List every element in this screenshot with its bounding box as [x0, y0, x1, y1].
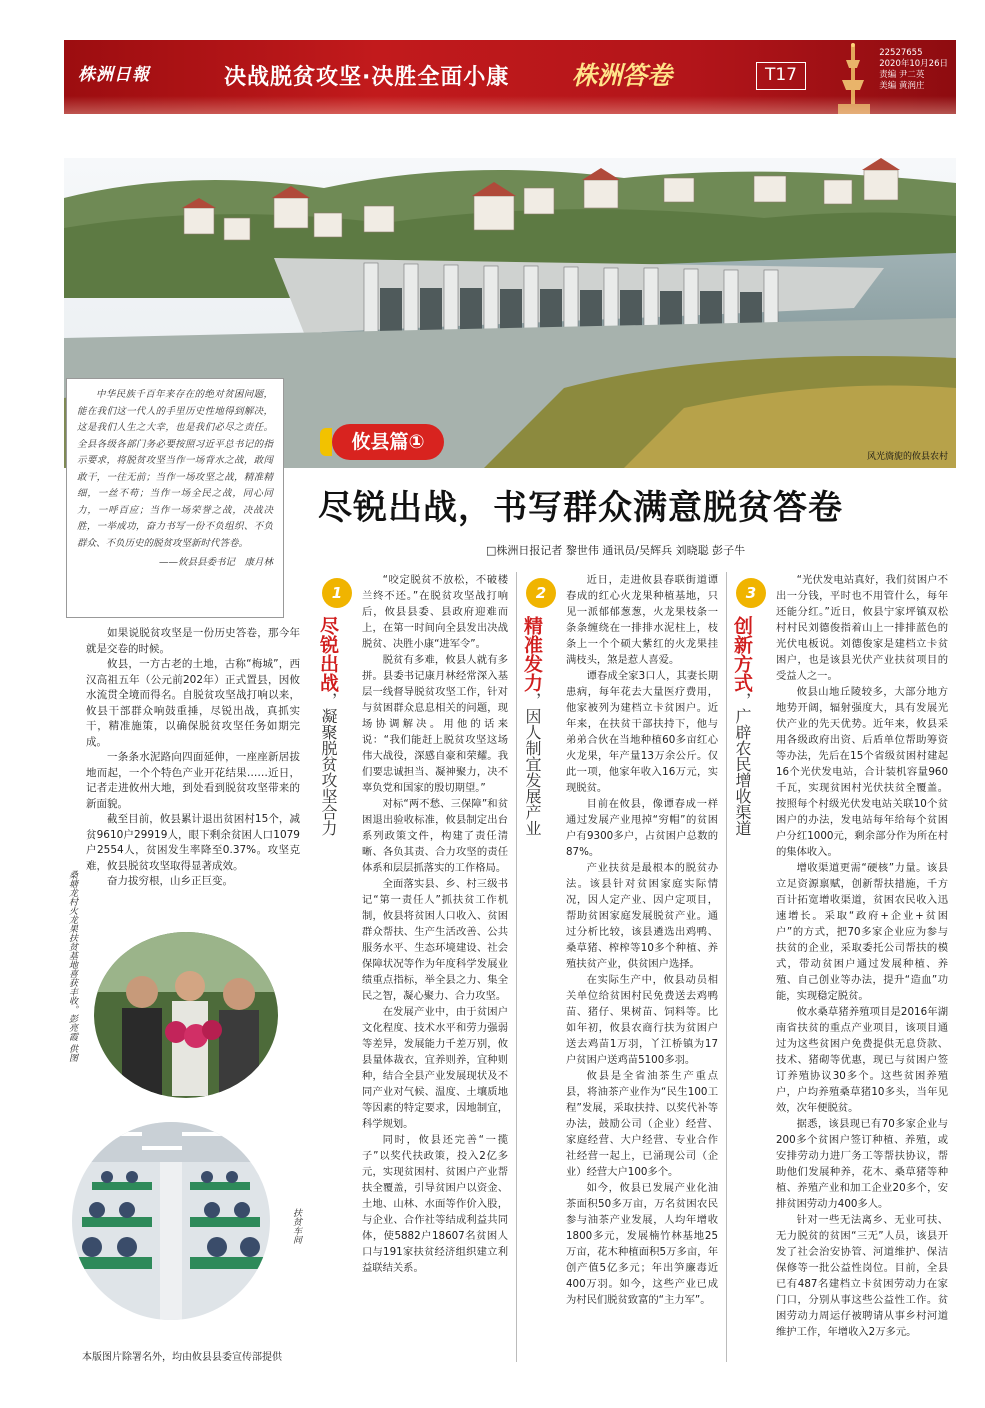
body-paragraph: 谭春成全家3口人，其妻长期患病，每年花去大量医疗费用，他家被列为建档立卡贫困户。近年来，在扶贫干部扶持下，他与弟弟合伙在当地种植60多亩红心火龙果，年产量13万余公斤。仅此一项，他家年收入16万元，实现脱贫。	[566, 670, 718, 794]
body-paragraph: 攸水桑草猪养殖项目是2016年湖南省扶贫的重点产业项目，该项目通过为这些贫困户免费提供无息贷款、技术、猪砌等优惠，现已与贫困户签订养殖协议30多个。这些贫困养殖户，户均养殖桑草猪10多头，当年见效，次年便脱贫。	[776, 1006, 948, 1114]
body-paragraph: 增收渠道更需“硬核”力量。该县立足资源禀赋，创新帮扶措施，千方百计拓宽增收渠道，贫困农民收入迅速增长。采取“政府+企业+贫困户”的方式，把70多家企业应为参与扶贫的企业，采取委托公司帮扶的模式，带动贫困户通过发展种植、养殖、自己创业等办法，提升“造血”功能，实现稳定脱贫。	[776, 862, 948, 1002]
body-paragraph: “咬定脱贫不放松，不破楼兰终不还。”在脱贫攻坚战打响后，攸县县委、县政府迎难而上，在第一时间向全县发出决战脱贫、决胜小康“进军令”。	[362, 574, 508, 650]
quote-box	[66, 378, 284, 618]
masthead-banner	[64, 40, 956, 114]
section-2-title	[522, 616, 542, 846]
workshop-image	[72, 1122, 270, 1320]
body-paragraph: 全面落实县、乡、村三级书记“第一责任人”抓扶贫工作机制，攸县将贫困人口收入、贫困群众帮扶、生产生活改善、公共服务水平、生态环境建设、社会保障状况等作为年度科学发展业绩重点指标，举全县之力、集全民之智，凝心聚力、合力攻坚。	[362, 878, 508, 1002]
tower-icon	[824, 40, 884, 114]
body-paragraph: 攸县山地丘陵较多，大部分地方地势开阔，辐射强度大，具有发展光伏产业的先天优势。近年来，攸县采用各级政府出资、后盾单位帮助筹资等办法，先后在15个省级贫困村建起16个光伏发电站，合计装机容量960千瓦，实现贫困村光伏扶贫全覆盖。按照每个村级光伏发电站关联10个贫困户的办法，发电站每年给每个贫困户分红1000元，剩余部分作为所在村的集体收入。	[776, 686, 948, 858]
meta-line: 2020年10月26日	[879, 59, 948, 69]
quote-signature: ——攸县县委书记 康月林	[158, 557, 273, 568]
section-3-title-lead: 创新方式	[731, 616, 753, 692]
section-3-body	[776, 572, 948, 1340]
section-2-title-lead: 精准发力	[521, 616, 543, 692]
section-1-title-rest: ，凝聚脱贫攻坚合力	[319, 692, 338, 836]
intro-paragraph: 攸县，一方古老的土地，古称“梅城”，西汉高祖五年（公元前202年）正式置县，因攸水流贯全境而得名。自脱贫攻坚战打响以来，攸县干部群众响鼓重捶，尽锐出战，真抓实干，精准施策，以确保脱贫攻坚任务如期完成。	[86, 658, 300, 748]
section-1-body	[362, 572, 508, 1276]
article-headline: 尽锐出战，书写群众满意脱贫答卷	[318, 488, 843, 528]
photo-credit: 本版图片除署名外，均由攸县县委宣传部提供	[82, 1352, 282, 1363]
meta-line: 22527655	[879, 48, 923, 58]
intro-paragraph: 奋力拔穷根，山乡正巨变。	[107, 875, 233, 887]
section-1-title-lead: 尽锐出战	[317, 616, 339, 692]
photo-b-caption: 扶贫车间	[291, 1208, 301, 1244]
section-1-title	[318, 616, 338, 846]
dragonfruit-harvest-photo	[92, 930, 280, 1100]
banner-section-title: 株洲答卷	[572, 61, 673, 90]
section-3-title-rest: ，广辟农民增收渠道	[733, 692, 752, 836]
body-paragraph: 在实际生产中，攸县动员相关单位给贫困村民免费送去鸡鸭苗、猪仔、果树苗、饲料等。比如年初，攸县农商行扶为贫困户送去鸡苗1万羽，丫江桥镇为17户贫困户送鸡苗5100多羽。	[566, 974, 718, 1066]
page-number: T17	[756, 62, 806, 90]
meta-line: 美编 黄润庄	[879, 81, 925, 91]
photo-a-caption: 桑塘龙村火龙果扶贫基地喜获丰收。彭亮霞 供图	[67, 870, 77, 1062]
body-paragraph: 对标“两不愁、三保障”和贫困退出验收标准，攸县制定出台系列政策文件，构建了责任清晰、各负其责、合力攻坚的责任体系和层层抓落实的工作格局。	[362, 798, 508, 874]
body-paragraph: 同时，攸县还完善“一揽子”以奖代扶政策，投入2亿多元，实现贫困村、贫困户产业帮扶全覆盖，引导贫困户以资金、土地、山林、水面等作价入股，与企业、合作社等结成利益共同体，使5882户18607名贫困人口与191家扶贫经济组织建立利益联结关系。	[362, 1134, 508, 1274]
body-paragraph: 针对一些无法离乡、无业可扶、无力脱贫的贫困“三无”人员，该县开发了社会治安协管、河道维护、保洁保修等一批公益性岗位。目前，全县已有487名建档立卡贫困劳动力在家门口，分别从事这些公益性工作。贫困劳动力周运仔被聘请从事乡村河道维护工作，年增收入2万多元。	[776, 1214, 948, 1338]
body-paragraph: “光伏发电站真好，我们贫困户不出一分钱，平时也不用管什么，每年还能分红。”近日，攸县宁家坪镇双松村村民刘德俊指着山上一排排蓝色的光伏电板说。刘德俊家是建档立卡贫困户，也是该县光伏产业扶贫项目的受益人之一。	[776, 574, 948, 682]
body-paragraph: 据悉，该县现已有70多家企业与200多个贫困户签订种植、养殖，或安排劳动力进厂务工等帮扶协议，帮助他们发展种养，花木、桑草猪等种植、养殖产业和加工企业20多个，安排贫困劳动力400多人。	[776, 1118, 948, 1210]
section-2-body	[566, 572, 718, 1308]
body-paragraph: 攸县是全省油茶生产重点县，将油茶产业作为“民生100工程”发展，采取扶持、以奖代补等办法，鼓励公司（企业）经营、家庭经营、大户经营、专业合作社经营一起上，已涌现公司（企业）经营大户100多个。	[566, 1070, 718, 1178]
banner-slogan: 决战脱贫攻坚·决胜全面小康	[224, 65, 510, 90]
body-paragraph: 如今，攸县已发展产业化油茶面积50多万亩，万名贫困农民参与油茶产业发展，人均年增收1800多元，发展楠竹林基地25万亩，花木种植面积5万多亩，年创产值5亿多元；年出笋廉毒近400万羽。如今，这些产业已成为村民们脱贫致富的“主力军”。	[566, 1182, 718, 1306]
section-2-number: 2	[526, 578, 556, 608]
intro-paragraph: 一条条水泥路向四面延伸，一座座新居拔地而起，一个个特色产业开花结果……近日，记者走进攸州大地，到处看到脱贫攻坚带来的新面貌。	[86, 751, 300, 810]
column-divider	[726, 572, 727, 1362]
body-paragraph: 产业扶贫是最根本的脱贫办法。该县针对贫困家庭实际情况，因人定产业、因户定项目，帮助贫困家庭发展脱贫产业。通过分析比较，该县遴选出鸡鸭、桑草猪、榨榨等10多个种植、养殖扶贫产业，供贫困户选择。	[566, 862, 718, 970]
article-intro	[86, 626, 300, 890]
intro-paragraph: 截至目前，攸县累计退出贫困村15个，减贫9610户29919人，眼下剩余贫困人口1079户2554人，贫困发生率降至0.37%。攻坚克难，攸县脱贫攻坚取得显著成效。	[86, 813, 300, 872]
section-1-number: 1	[322, 578, 352, 608]
body-paragraph: 近日，走进攸县春联街道谭春成的红心火龙果种植基地，只见一派郁郁葱葱，火龙果枝条一条条缠绕在一排排水泥柱上，枝条上一个个硕大紫红的火龙果挂满枝头，煞是惹人喜爱。	[566, 574, 718, 666]
section-3-title	[732, 616, 752, 846]
section-2-title-rest: ，因人制宜发展产业	[523, 692, 542, 836]
series-badge: 攸县篇①	[332, 424, 444, 460]
paper-logo: 株洲日報	[78, 65, 150, 85]
meta-line: 责编 尹二英	[879, 70, 925, 80]
issue-meta	[879, 48, 948, 92]
intro-paragraph: 如果说脱贫攻坚是一份历史答卷，那今年就是交卷的时候。	[86, 627, 300, 655]
body-paragraph: 脱贫有多难，攸县人就有多拼。县委书记康月林经常深入基层一线督导脱贫攻坚工作，针对与贫困群众息息相关的问题，现场协调解决。用他的话来说：“我们能赶上脱贫攻坚这场伟大战役，深感自豪和荣耀。我们要忠诚担当、凝神聚力，决不辜负党和国家的殷切期望。”	[362, 654, 508, 794]
article-byline: □株洲日报记者 黎世伟 通讯员/吴辉兵 刘晓聪 彭子牛	[486, 544, 746, 557]
section-3-number: 3	[736, 578, 766, 608]
body-paragraph: 在发展产业中，由于贫困户文化程度、技术水平和劳力强弱等差异，发展能力千差万别，攸县量体裁衣，宜养则养，宜种则种，结合全县产业发展现状及不同产业对气候、温度、土壤质地等因素的特定要求，因地制宜，科学规划。	[362, 1006, 508, 1130]
quote-text: 中华民族千百年来存在的绝对贫困问题，能在我们这一代人的手里历史性地得到解决，这是我们人生之大幸，也是我们必尽之责任。全县各级各部门务必要按照习近平总书记的指示要求，将脱贫攻坚当作一场背水之战，敢闯敢干，一往无前；当作一场攻坚之战，精准精细，一丝不苟；当作一场全民之战，同心同力，一呼百应；当作一场荣誉之战，决战决胜，一举成功，奋力书写一份不负组织、不负群众、不负历史的脱贫攻坚新时代答卷。	[77, 389, 273, 549]
poverty-workshop-photo	[72, 1122, 270, 1320]
column-divider	[516, 572, 517, 1362]
badge-accent-shape	[320, 428, 332, 456]
harvest-image	[94, 932, 280, 1100]
body-paragraph: 目前在攸县，像谭春成一样通过发展产业甩掉“穷帽”的贫困户有9300多户，占贫困户总数的87%。	[566, 798, 718, 858]
hero-caption: 风光旖旎的攸县农村	[866, 452, 948, 462]
